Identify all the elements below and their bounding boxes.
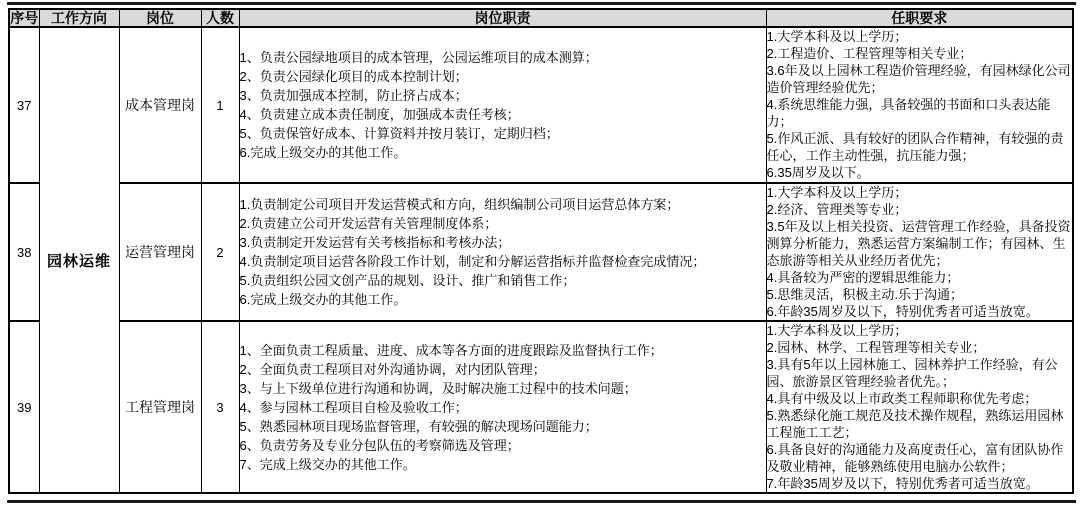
requirement-item: 5.作风正派、具有较好的团队合作精神，有较强的责任心，工作主动性强，抗压能力强； <box>766 131 1064 163</box>
requirement-item: 2.工程造价、工程管理等相关专业； <box>766 46 973 61</box>
requirement-item: 1.大学本科及以上学历； <box>766 29 908 44</box>
position-cell: 成本管理岗 <box>119 27 201 183</box>
header-no: 序号 <box>10 10 39 26</box>
duty-item: 6、负责劳务及专业分包队伍的考察筛选及管理； <box>239 437 520 453</box>
headcount-cell: 3 <box>201 321 239 493</box>
header-requirements: 任职要求 <box>766 9 1073 27</box>
requirement-item: 1.大学本科及以上学历； <box>766 185 908 200</box>
requirements-cell <box>766 183 1073 321</box>
requirement-item: 6.具备良好的沟通能力及高度责任心，富有团队协作及敬业精神，能够熟练使用电脑办公软件； <box>766 442 1064 474</box>
table-row-37 <box>9 27 1073 183</box>
row-number-cell: 38 <box>9 183 39 321</box>
table-row-38 <box>9 183 1073 321</box>
duty-item: 2、负责公园绿化项目的成本控制计划； <box>239 69 468 84</box>
job-positions-table <box>8 8 1074 494</box>
duty-item: 1.负责制定公司项目开发运营模式和方向，组织编制公司项目运营总体方案； <box>239 197 680 212</box>
duty-item: 5、熟悉园林项目现场监督管理，有较强的解决现场问题能力； <box>239 418 598 434</box>
duty-item: 7、完成上级交办的其他工作。 <box>239 456 416 472</box>
requirement-item: 2.园林、林学、工程管理等相关专业； <box>766 340 986 355</box>
duty-item: 4、参与园林工程项目自检及验收工作； <box>239 399 468 415</box>
requirement-item: 5.熟悉绿化施工规范及技术操作规程，熟练运用园林工程施工工艺； <box>766 408 1064 440</box>
duties-cell <box>239 183 766 321</box>
requirement-item: 3.具有5年以上园林施工、园林养护工作经验，有公园、旅游景区管理经验者优先。； <box>766 357 1058 389</box>
header-direction: 工作方向 <box>39 9 119 27</box>
duty-item: 3、负责加强成本控制，防止挤占成本； <box>239 88 468 103</box>
requirement-item: 6.35周岁及以下。 <box>766 165 870 180</box>
duty-item: 6.完成上级交办的其他工作。 <box>239 292 407 307</box>
duties-cell <box>239 321 766 493</box>
position-cell: 工程管理岗 <box>119 321 201 493</box>
headcount-cell: 2 <box>201 183 239 321</box>
duty-item: 6.完成上级交办的其他工作。 <box>239 145 407 160</box>
table-row-39 <box>9 321 1073 493</box>
row-number-cell: 39 <box>9 321 39 493</box>
requirement-item: 7.年龄35周岁及以下，特别优秀者可适当放宽。 <box>766 476 1039 491</box>
duty-item: 1、全面负责工程质量、进度、成本等各方面的进度跟踪及监督执行工作； <box>239 342 663 358</box>
duty-item: 2.负责建立公司开发运营有关管理制度体系； <box>239 216 498 231</box>
duty-item: 4.负责制定项目运营各阶段工作计划，制定和分解运营指标并监督检查完成情况； <box>239 254 706 269</box>
direction-cell: 园林运维 <box>39 27 119 493</box>
bottom-divider <box>7 500 1076 503</box>
headcount-cell: 1 <box>201 27 239 183</box>
requirements-cell <box>766 321 1073 493</box>
requirement-item: 6.年龄35周岁及以下，特别优秀者可适当放宽。 <box>766 304 1039 319</box>
header-duties: 岗位职责 <box>239 9 766 27</box>
row-number-cell: 37 <box>9 27 39 183</box>
requirement-item: 4.具备较为严密的逻辑思维能力； <box>766 270 960 285</box>
header-row <box>9 9 1073 27</box>
duty-item: 5、负责保管好成本、计算资料并按月装订，定期归档； <box>239 126 559 141</box>
header-position: 岗位 <box>119 9 201 27</box>
requirement-item: 1.大学本科及以上学历； <box>766 323 908 338</box>
duty-item: 3、与上下级单位进行沟通和协调，及时解决施工过程中的技术问题； <box>239 380 637 396</box>
requirement-item: 3.6年及以上园林工程造价管理经验，有园林绿化公司造价管理经验优先； <box>766 63 1071 95</box>
duties-cell <box>239 27 766 183</box>
duty-item: 5.负责组织公园文创产品的规划、设计、推广和销售工作； <box>239 273 576 288</box>
requirement-item: 5.思维灵活，积极主动.乐于沟通； <box>766 287 963 302</box>
duty-item: 1、负责公园绿地项目的成本管理，公园运维项目的成本测算； <box>239 50 598 65</box>
requirement-item: 3.5年及以上相关投资、运营管理工作经验，具备投资测算分析能力，熟悉运营方案编制工作；有园林、生态旅游等相关从业经历者优先； <box>766 219 1071 268</box>
header-count: 人数 <box>201 9 239 27</box>
requirement-item: 4.系统思维能力强，具备较强的书面和口头表达能力； <box>766 97 1051 129</box>
duty-item: 4、负责建立成本责任制度，加强成本责任考核； <box>239 107 520 122</box>
requirement-item: 4.具有中级及以上市政类工程师职称优先考虑； <box>766 391 1038 406</box>
requirement-item: 2.经济、管理类等专业； <box>766 202 908 217</box>
duty-item: 2、全面负责工程项目对外沟通协调，对内团队管理； <box>239 361 546 377</box>
duty-item: 3.负责制定开发运营有关考核指标和考核办法； <box>239 235 511 250</box>
position-cell: 运营管理岗 <box>119 183 201 321</box>
requirements-cell <box>766 27 1073 183</box>
top-divider <box>7 2 1076 5</box>
